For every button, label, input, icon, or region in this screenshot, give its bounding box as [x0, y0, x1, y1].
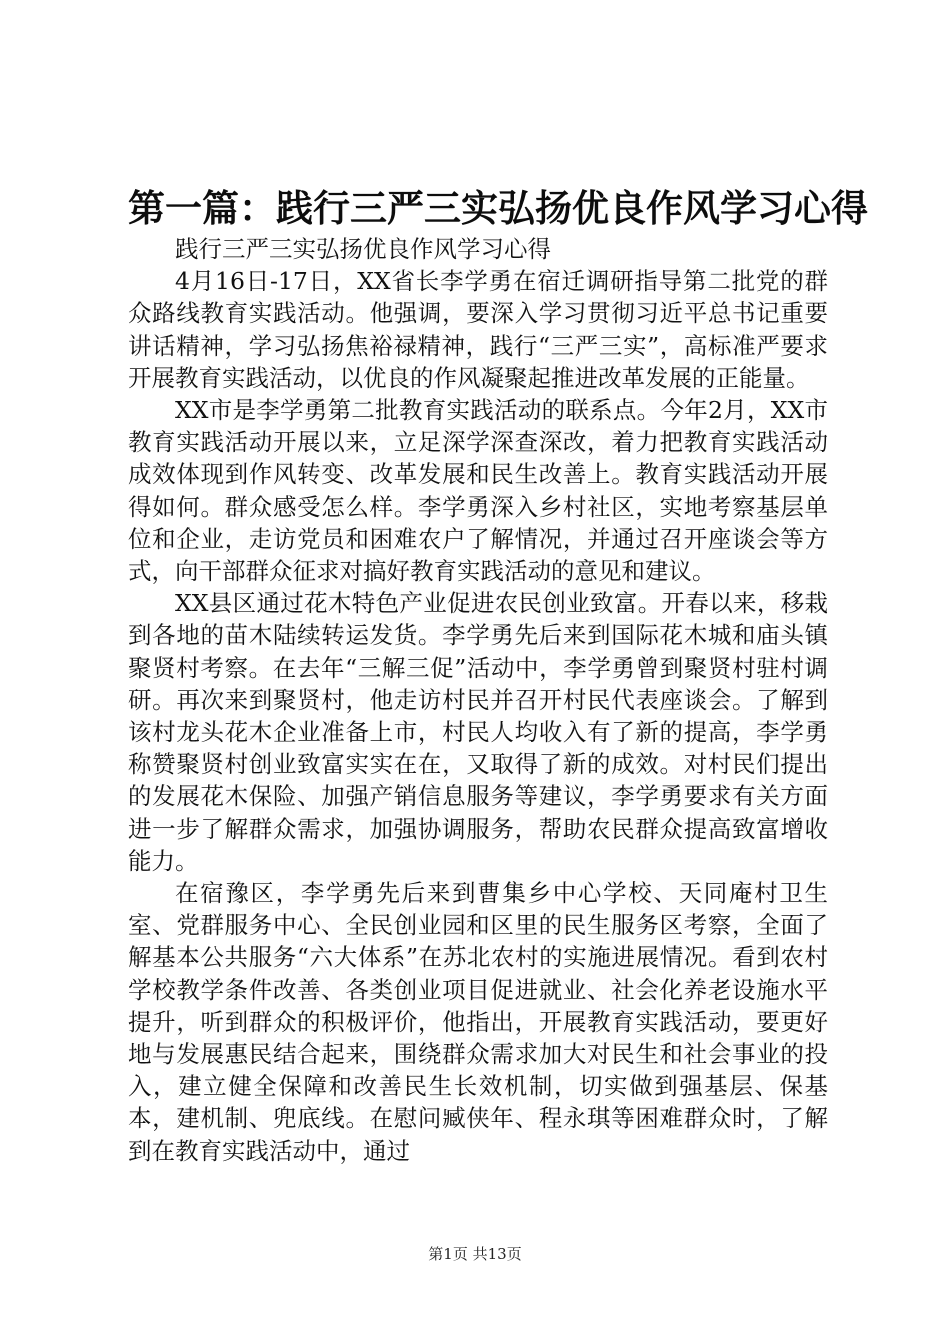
body-paragraph-2: XX市是李学勇第二批教育实践活动的联系点。今年2月，XX市教育实践活动开展以来，立足深学深查深改，着力把教育实践活动成效体现到作风转变、改革发展和民生改善上。教育实践活动开展得如何。群众感受怎么样。李学勇深入乡村社区，实地考察基层单位和企业，走访党员和困难农户了解情况，并通过召开座谈会等方式，向干部群众征求对搞好教育实践活动的意见和建议。	[128, 396, 828, 586]
body-paragraph-4: 在宿豫区，李学勇先后来到曹集乡中心学校、天同庵村卫生室、党群服务中心、全民创业园和区里的民生服务区考察，全面了解基本公共服务“六大体系”在苏北农村的实施进展情况。看到农村学校教学条件改善、各类创业项目促进就业、社会化养老设施水平提升，听到群众的积极评价，他指出，开展教育实践活动，要更好地与发展惠民结合起来，围绕群众需求加大对民生和社会事业的投入，建立健全保障和改善民生长效机制，切实做到强基层、保基本，建机制、兜底线。在慰问臧侠年、程永琪等困难群众时，了解到在教育实践活动中，通过	[128, 879, 828, 1165]
document-title: 第一篇：践行三严三实弘扬优良作风学习心得	[128, 186, 868, 230]
page-number-footer: 第1页 共13页	[428, 1245, 522, 1263]
document-body	[128, 233, 828, 1167]
body-paragraph-3: XX县区通过花木特色产业促进农民创业致富。开春以来，移栽到各地的苗木陆续转运发货。李学勇先后来到国际花木城和庙头镇聚贤村考察。在去年“三解三促”活动中，李学勇曾到聚贤村驻村调研。再次来到聚贤村，他走访村民并召开村民代表座谈会。了解到该村龙头花木企业准备上市，村民人均收入有了新的提高，李学勇称赞聚贤村创业致富实实在在，又取得了新的成效。对村民们提出的发展花木保险、加强产销信息服务等建议，李学勇要求有关方面进一步了解群众需求，加强协调服务，帮助农民群众提高致富增收能力。	[128, 589, 828, 875]
body-paragraph-1: 4月16日-17日，XX省长李学勇在宿迁调研指导第二批党的群众路线教育实践活动。他强调，要深入学习贯彻习近平总书记重要讲话精神，学习弘扬焦裕禄精神，践行“三严三实”，高标准严要求开展教育实践活动，以优良的作风凝聚起推进改革发展的正能量。	[128, 267, 828, 392]
subtitle-paragraph: 践行三严三实弘扬优良作风学习心得	[175, 235, 551, 263]
